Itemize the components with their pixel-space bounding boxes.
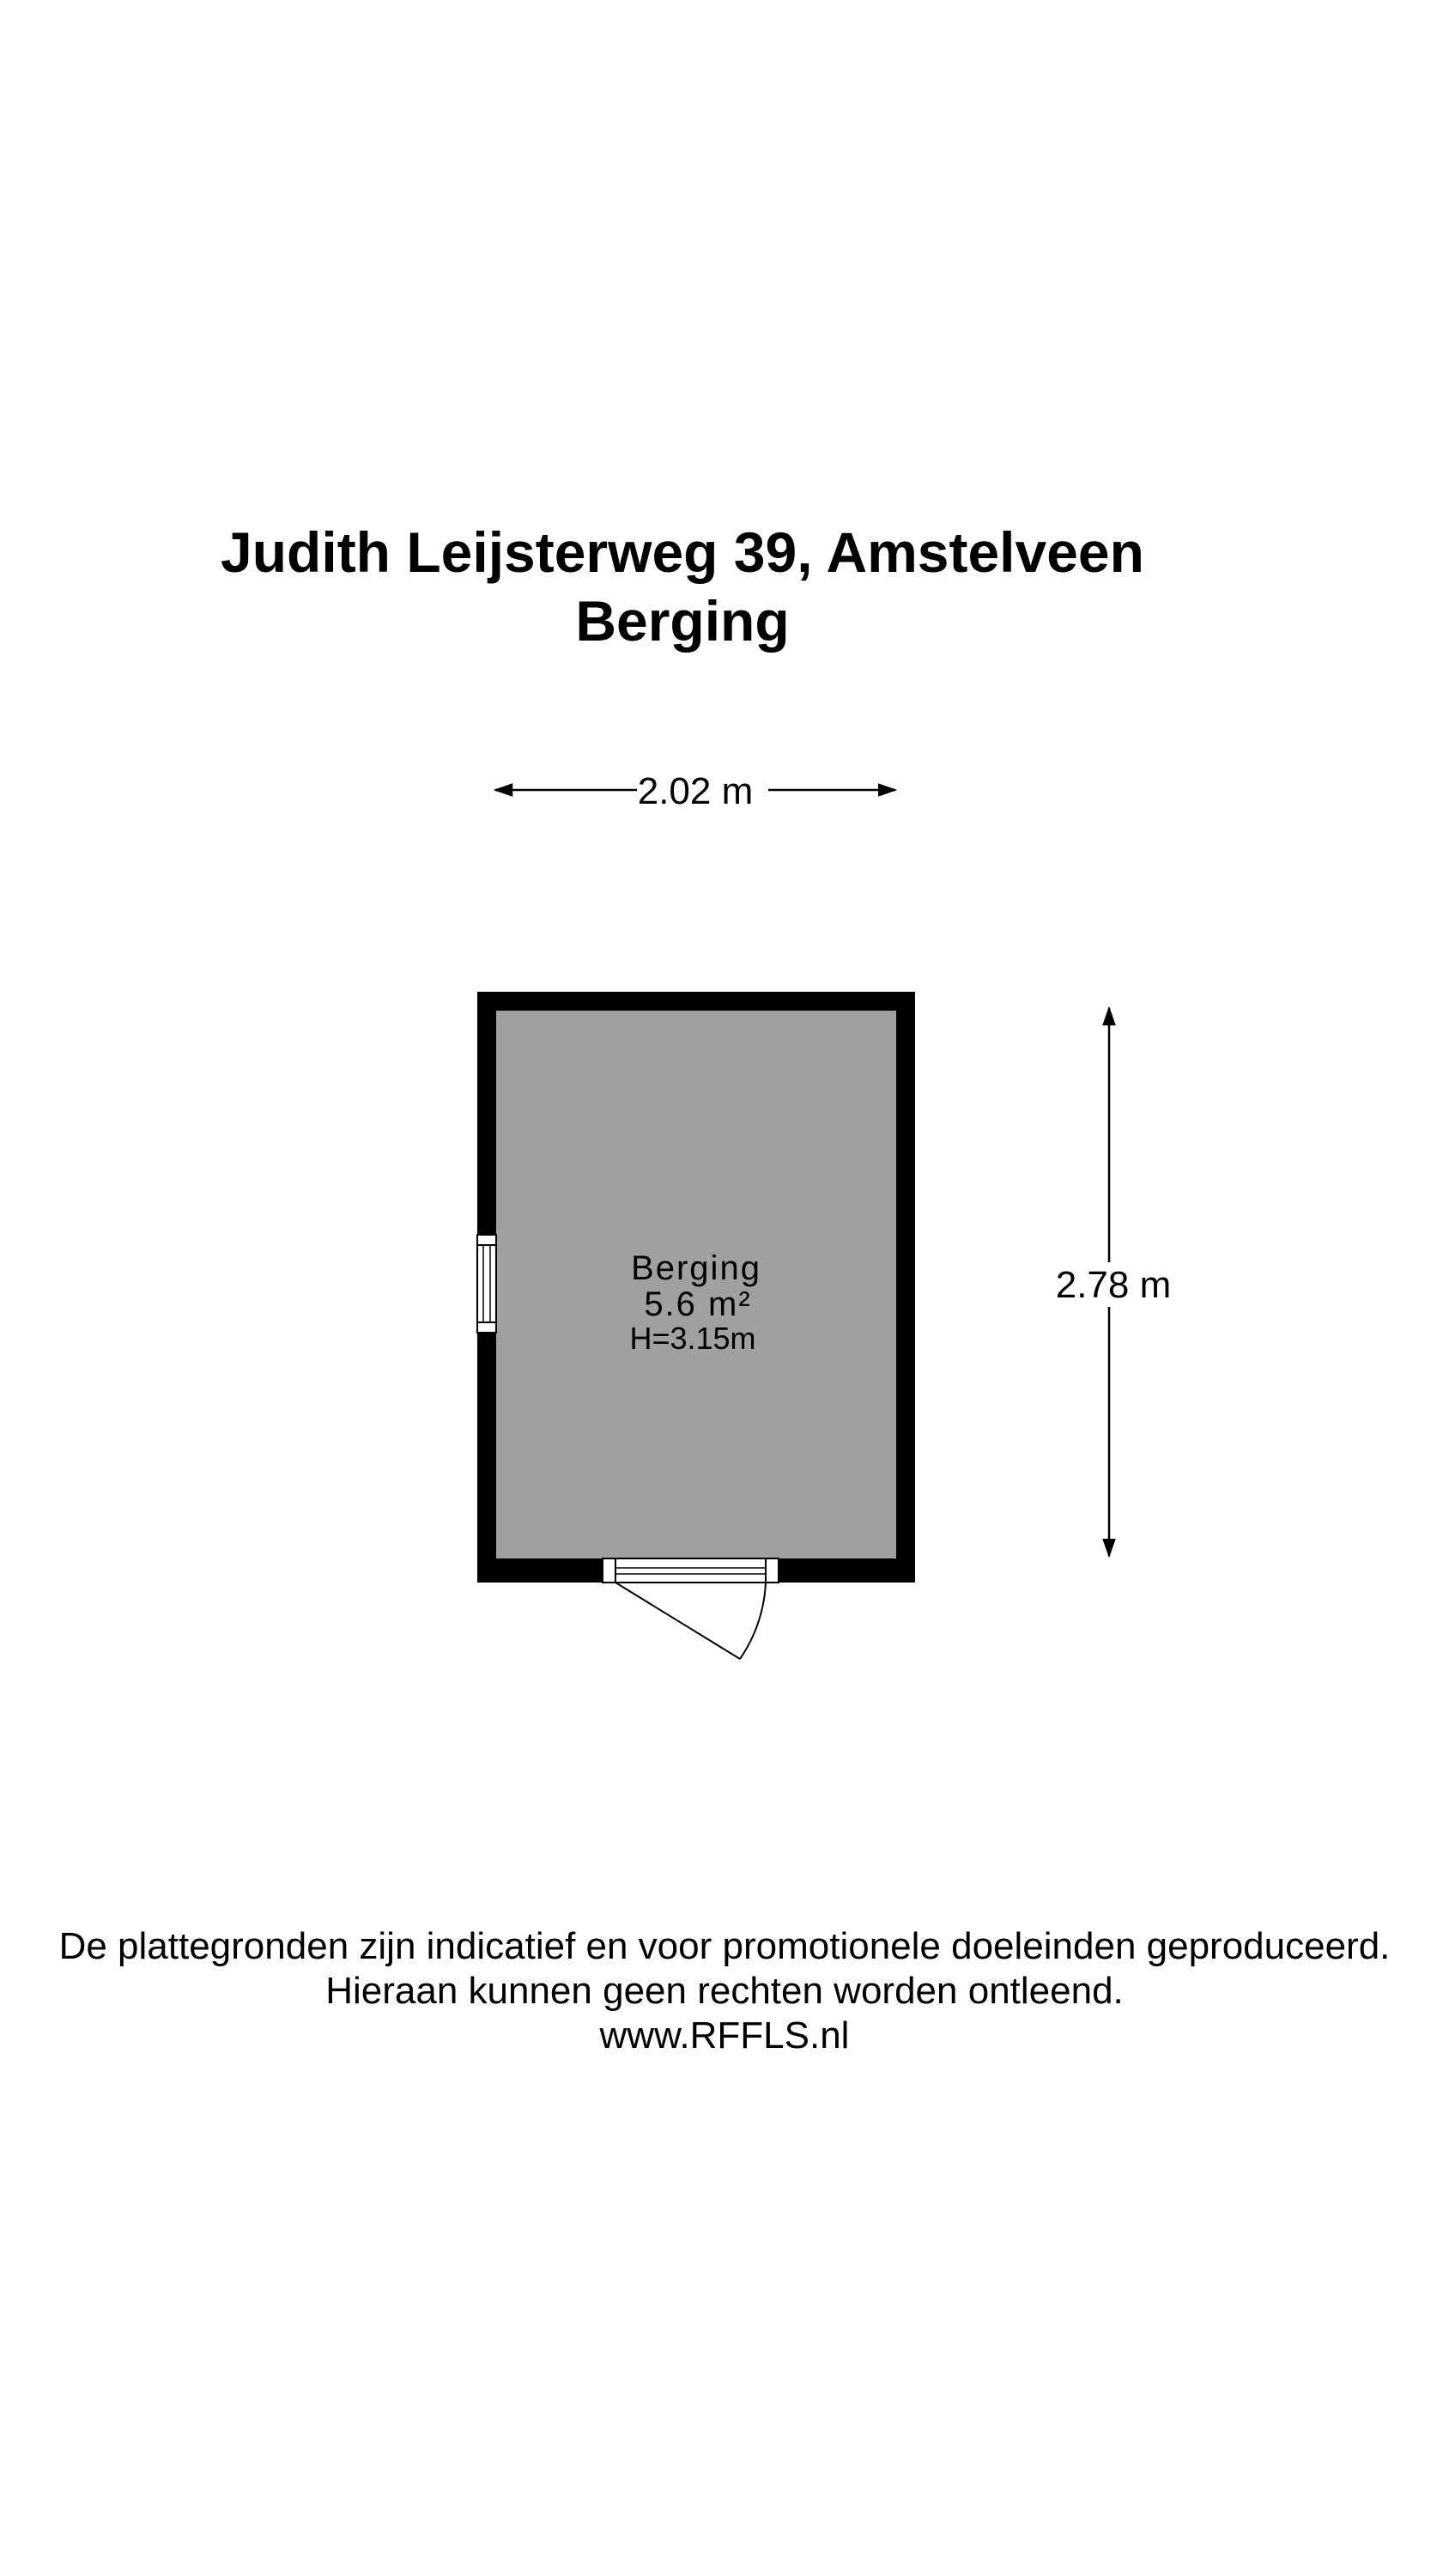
depth-dimension	[1056, 1008, 1172, 1556]
room-area: 5.6 m²	[644, 1285, 752, 1323]
disclaimer-line-1: De plattegronden zijn indicatief en voor promotionele doeleinden geproduceerd.	[58, 1925, 1391, 1967]
address-title: Judith Leijsterweg 39, Amstelveen	[221, 520, 1144, 584]
door-swing-arc	[740, 1583, 766, 1659]
width-dimension	[495, 770, 895, 812]
website-text: www.RFFLS.nl	[599, 2014, 850, 2057]
window	[477, 1235, 496, 1333]
floor-title: Berging	[575, 589, 790, 653]
width-label: 2.02 m	[637, 770, 754, 812]
wall-left-lower	[477, 1333, 496, 1583]
depth-label: 2.78 m	[1055, 1264, 1172, 1306]
wall-bottom-right	[779, 1558, 915, 1583]
wall-right	[896, 992, 915, 1583]
room-height: H=3.15m	[629, 1321, 756, 1356]
door-leaf	[615, 1583, 740, 1659]
wall-bottom-left	[477, 1558, 603, 1583]
wall-top	[477, 992, 915, 1011]
wall-left-upper	[477, 992, 496, 1235]
room-label-group	[629, 1249, 761, 1356]
disclaimer-line-2: Hieraan kunnen geen rechten worden ontleend.	[325, 1970, 1124, 2012]
room-name: Berging	[631, 1249, 761, 1287]
door	[603, 1558, 779, 1659]
